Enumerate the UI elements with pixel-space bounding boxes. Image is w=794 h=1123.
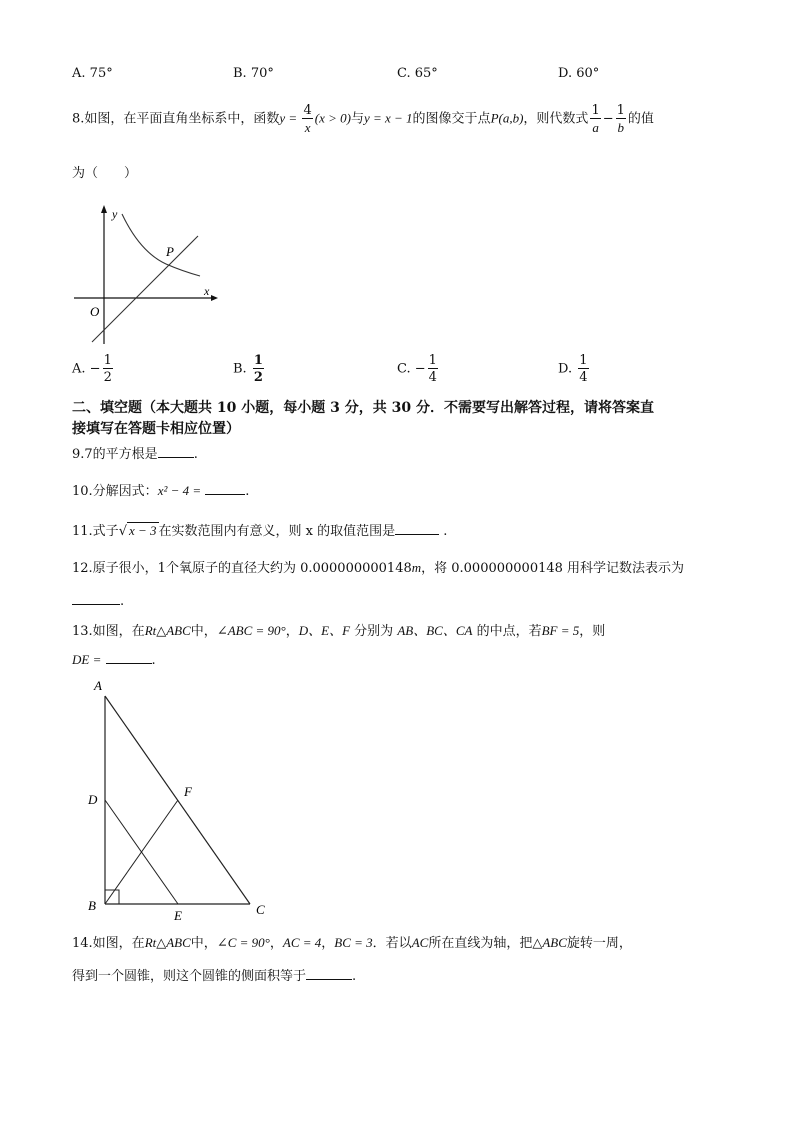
q8-option-a: A. − $\frac{1}{2}$ <box>72 353 112 385</box>
q7-option-b: B. 70° <box>233 66 274 81</box>
answer-blank[interactable] <box>306 967 352 980</box>
q11: 11.式子√ x − 3 在实数范围内有意义，则 x 的取值范围是 . <box>72 523 448 539</box>
vertex-c-label: C <box>256 902 265 917</box>
q8-option-b: B. $\frac{1}{2}$ <box>233 353 263 385</box>
q8-stem-line2: 为（ ） <box>72 166 138 181</box>
origin-label: O <box>90 304 100 319</box>
answer-blank[interactable] <box>158 445 194 458</box>
right-angle-mark <box>105 890 119 904</box>
y-axis-label: y <box>112 207 118 221</box>
vertex-b-label: B <box>88 898 96 913</box>
line-y-equals-x-minus-1 <box>92 236 198 342</box>
q7-option-d: D. 60° <box>558 66 600 81</box>
answer-blank[interactable] <box>106 651 152 664</box>
y-axis-arrow <box>101 205 107 213</box>
q9: 9.7的平方根是 . <box>72 447 198 462</box>
q7-option-a: A. 75° <box>72 66 113 81</box>
section-2-heading: 二、填空题（本大题共 10 小题，每小题 3 分，共 30 分．不需要写出解答过程，请将答案直 <box>72 400 654 416</box>
q8-fraction-4-over-x: $\frac{4}{x}$ <box>303 103 312 135</box>
q13-triangle-figure <box>84 676 274 924</box>
q8-fraction-1-over-b: $\frac{1}{b}$ <box>616 103 625 135</box>
q14-stem: 14.如图，在Rt△ABC中，∠C = 90°，AC = 4，BC = 3．若以AC所在直线为轴，把△ABC旋转一周， <box>72 935 632 951</box>
answer-blank[interactable] <box>205 482 245 495</box>
q7-option-c: C. 65° <box>397 66 438 81</box>
sqrt-symbol: √ <box>118 524 127 539</box>
x-axis-label: x <box>204 284 210 298</box>
point-p-label: P <box>166 244 174 259</box>
q13-stem-line2: DE = . <box>72 652 156 668</box>
section-2-heading-line2: 接填写在答题卡相应位置） <box>72 421 240 437</box>
q13-stem: 13.如图，在Rt△ABC中，∠ABC = 90°，D、E、F 分别为 AB、BC、CA 的中点，若BF = 5，则 <box>72 623 606 639</box>
q8-option-c: C. − $\frac{1}{4}$ <box>397 353 437 385</box>
x-axis-arrow <box>211 295 218 301</box>
q12-answer-line: . <box>72 592 124 609</box>
point-e-label: E <box>174 908 182 923</box>
q12: 12.原子很小，1个氧原子的直径大约为 0.000000000148m，将 0.000000000148 用科学记数法表示为 <box>72 560 685 576</box>
point-f-label: F <box>184 784 192 799</box>
q8-graph <box>70 200 230 350</box>
q8-stem: 8.如图，在平面直角坐标系中，函数y = $\frac{4}{x}$ (x > 0)与y = x − 1的图像交于点P(a,b)，则代数式 $\frac{1}{a}$ − $\frac{1}{b}$ 的值 <box>72 103 654 135</box>
point-d-label: D <box>88 792 98 807</box>
q8-fraction-1-over-a: $\frac{1}{a}$ <box>591 103 600 135</box>
answer-blank[interactable] <box>395 522 439 535</box>
vertex-a-label: A <box>94 678 102 693</box>
q8-option-d: D. $\frac{1}{4}$ <box>558 353 588 385</box>
answer-blank[interactable] <box>72 592 120 605</box>
q14-stem-line2: 得到一个圆锥，则这个圆锥的侧面积等于 . <box>72 969 357 984</box>
q10: 10.分解因式：x² − 4 = . <box>72 483 250 499</box>
